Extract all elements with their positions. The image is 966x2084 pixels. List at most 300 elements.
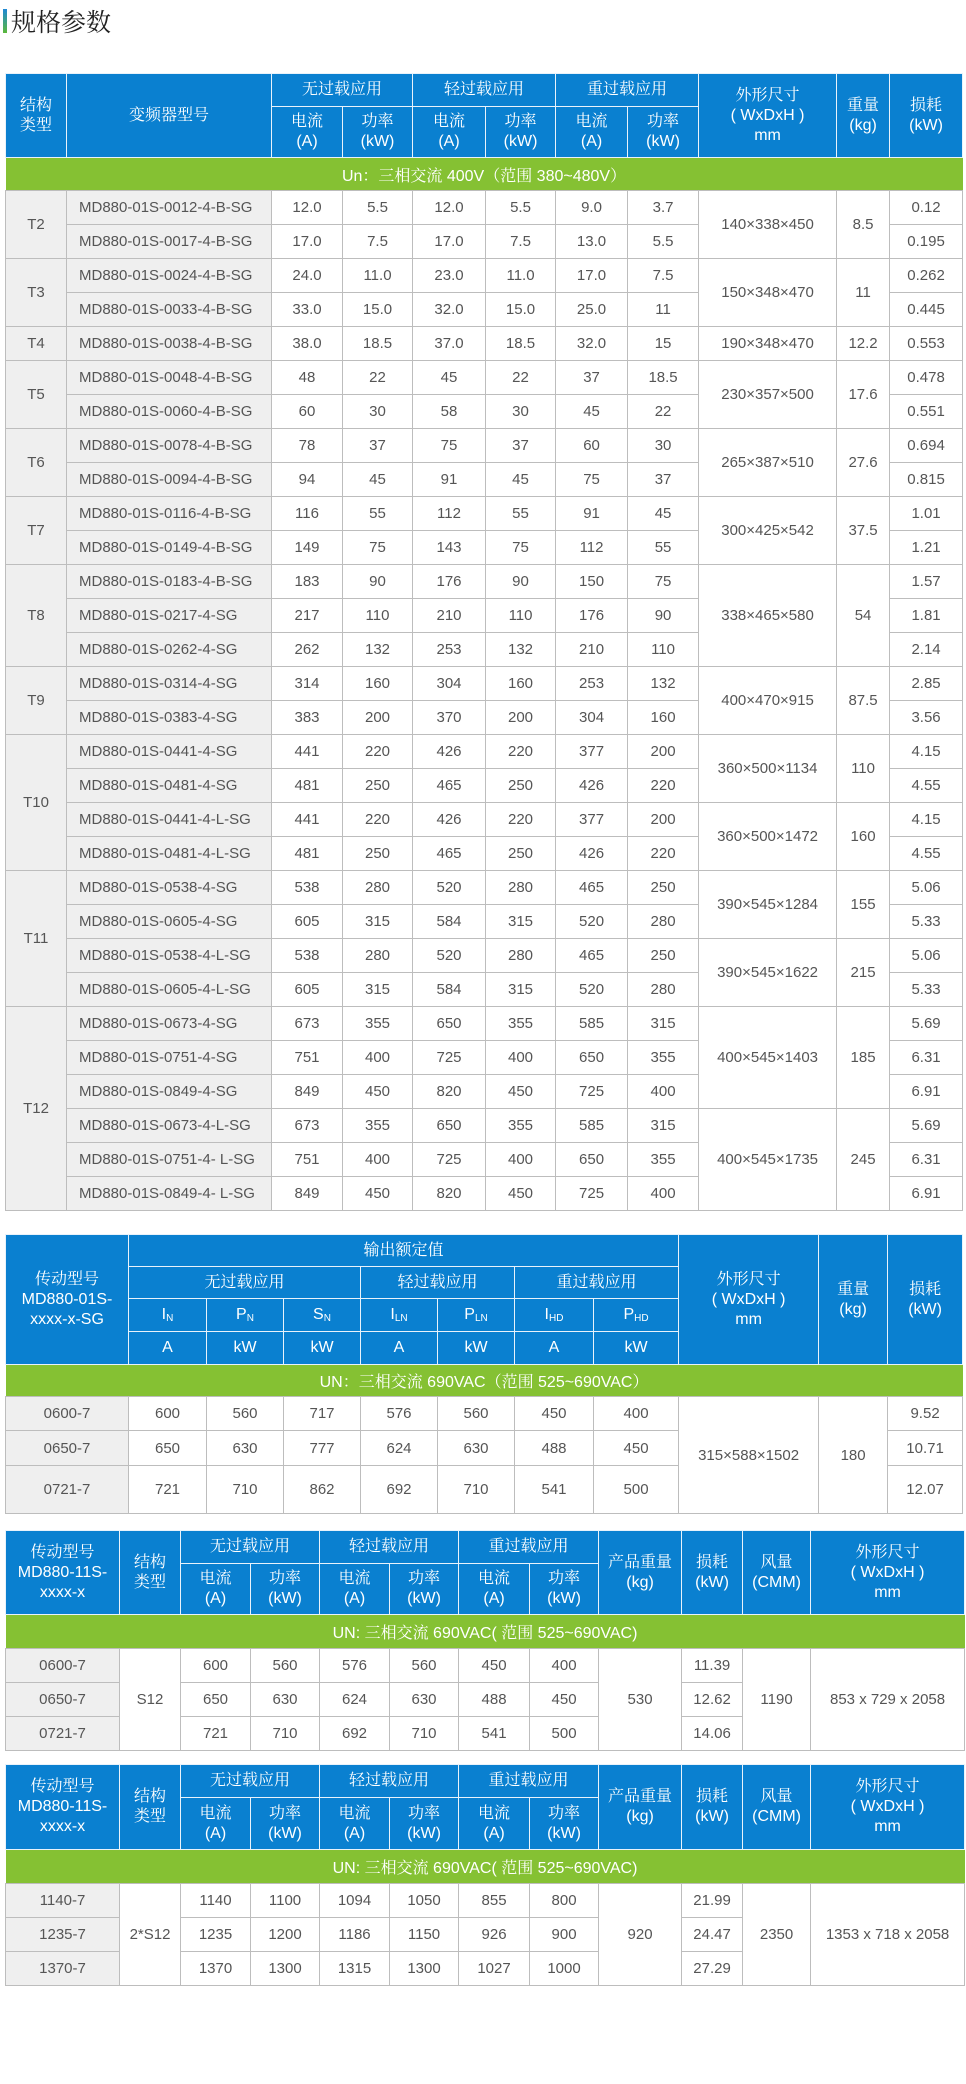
voltage-band: UN: 三相交流 690VAC( 范围 525~690VAC) — [6, 1850, 965, 1884]
power-value: 37 — [628, 463, 699, 497]
loss-value: 0.694 — [890, 429, 963, 463]
model-name: MD880-01S-0849-4-SG — [67, 1075, 272, 1109]
header-dims: 外形尺寸 ( WxDxH ) mm — [811, 1531, 965, 1615]
current-value: 650 — [413, 1007, 486, 1041]
power-value: 75 — [628, 565, 699, 599]
current-value: 441 — [272, 803, 343, 837]
model-name: MD880-01S-0751-4-SG — [67, 1041, 272, 1075]
power-value: 30 — [628, 429, 699, 463]
model-name: MD880-01S-0605-4-L-SG — [67, 973, 272, 1007]
rating-value: 560 — [207, 1397, 284, 1431]
header-airflow: 风量 (CMM) — [743, 1531, 811, 1615]
rating-value: 450 — [515, 1397, 594, 1431]
current-value: 650 — [556, 1041, 628, 1075]
power-value: 250 — [486, 769, 556, 803]
model-name: MD880-01S-0116-4-B-SG — [67, 497, 272, 531]
current-value: 60 — [272, 395, 343, 429]
power-value: 15 — [628, 327, 699, 361]
current-value: 673 — [272, 1109, 343, 1143]
loss-value: 1.81 — [890, 599, 963, 633]
power-value: 90 — [486, 565, 556, 599]
weight: 27.6 — [837, 429, 890, 497]
current-value: 820 — [413, 1075, 486, 1109]
power-value: 132 — [343, 633, 413, 667]
table-row — [6, 497, 963, 531]
power-value: 7.5 — [486, 225, 556, 259]
loss-value: 0.262 — [890, 259, 963, 293]
power-value: 220 — [628, 837, 699, 871]
current-value: 465 — [556, 939, 628, 973]
current-value: 541 — [459, 1717, 530, 1751]
dimensions: 265×387×510 — [699, 429, 837, 497]
power-value: 710 — [390, 1717, 459, 1751]
current-value: 58 — [413, 395, 486, 429]
loss-value: 5.06 — [890, 939, 963, 973]
current-value: 12.0 — [272, 191, 343, 225]
header-current: 电流 (A) — [459, 1798, 530, 1850]
power-value: 560 — [251, 1649, 320, 1683]
weight: 185 — [837, 1007, 890, 1109]
current-value: 520 — [556, 973, 628, 1007]
header-no-overload: 无过载应用 — [181, 1765, 320, 1798]
power-value: 355 — [628, 1041, 699, 1075]
power-value: 315 — [628, 1007, 699, 1041]
loss-value: 6.31 — [890, 1143, 963, 1177]
current-value: 37.0 — [413, 327, 486, 361]
weight: 155 — [837, 871, 890, 939]
header-unit: A — [361, 1332, 438, 1365]
table-row — [6, 667, 963, 701]
power-value: 280 — [343, 871, 413, 905]
spec-table-690v-11s-2s12 — [5, 1764, 965, 1986]
current-value: 17.0 — [413, 225, 486, 259]
current-value: 1027 — [459, 1952, 530, 1986]
power-value: 18.5 — [343, 327, 413, 361]
power-value: 450 — [530, 1683, 599, 1717]
power-value: 22 — [486, 361, 556, 395]
table-row — [6, 429, 963, 463]
structure-type: T2 — [6, 191, 67, 259]
header-no-overload: 无过载应用 — [129, 1267, 361, 1299]
current-value: 520 — [413, 871, 486, 905]
header-type: 结构 类型 — [6, 74, 67, 158]
header-unit: A — [129, 1332, 207, 1365]
header-current: 电流 (A) — [556, 107, 628, 158]
table-row — [6, 565, 963, 599]
header-model: 传动型号 MD880-01S- xxxx-x-SG — [6, 1235, 129, 1365]
power-value: 18.5 — [486, 327, 556, 361]
table-row — [6, 1007, 963, 1041]
header-light-overload: 轻过载应用 — [361, 1267, 515, 1299]
current-value: 481 — [272, 837, 343, 871]
power-value: 250 — [343, 837, 413, 871]
header-current: 电流 (A) — [459, 1564, 530, 1615]
table-row — [6, 803, 963, 837]
current-value: 751 — [272, 1143, 343, 1177]
rating-value: 717 — [284, 1397, 361, 1431]
header-model: 变频器型号 — [67, 74, 272, 158]
current-value: 426 — [556, 837, 628, 871]
current-value: 465 — [556, 871, 628, 905]
current-value: 585 — [556, 1109, 628, 1143]
model-name: MD880-01S-0751-4- L-SG — [67, 1143, 272, 1177]
loss-value: 6.91 — [890, 1177, 963, 1211]
loss-value: 5.33 — [890, 973, 963, 1007]
model-name: MD880-01S-0673-4-SG — [67, 1007, 272, 1041]
current-value: 855 — [459, 1884, 530, 1918]
model-name: MD880-01S-0605-4-SG — [67, 905, 272, 939]
power-value: 450 — [343, 1075, 413, 1109]
dimensions: 140×338×450 — [699, 191, 837, 259]
loss-value: 4.15 — [890, 735, 963, 769]
current-value: 820 — [413, 1177, 486, 1211]
symbol-letter: I — [161, 1305, 167, 1323]
structure-type: T8 — [6, 565, 67, 667]
current-value: 210 — [413, 599, 486, 633]
current-value: 725 — [556, 1177, 628, 1211]
power-value: 315 — [343, 973, 413, 1007]
current-value: 32.0 — [413, 293, 486, 327]
current-value: 600 — [181, 1649, 251, 1683]
power-value: 1050 — [390, 1884, 459, 1918]
loss-value: 6.91 — [890, 1075, 963, 1109]
rating-value: 500 — [594, 1466, 679, 1514]
symbol-subscript: HD — [549, 1312, 564, 1324]
power-value: 5.5 — [486, 191, 556, 225]
loss-value: 3.56 — [890, 701, 963, 735]
power-value: 250 — [486, 837, 556, 871]
loss-value: 0.12 — [890, 191, 963, 225]
header-symbol — [515, 1299, 594, 1332]
header-current: 电流 (A) — [413, 107, 486, 158]
header-type: 结构 类型 — [120, 1531, 181, 1615]
power-value: 55 — [486, 497, 556, 531]
weight: 8.5 — [837, 191, 890, 259]
power-value: 160 — [628, 701, 699, 735]
dimensions: 360×500×1134 — [699, 735, 837, 803]
current-value: 624 — [320, 1683, 390, 1717]
weight: 110 — [837, 735, 890, 803]
power-value: 22 — [343, 361, 413, 395]
table-row — [6, 1649, 965, 1683]
spec-table-690v-11s-s12 — [5, 1530, 965, 1751]
table-row — [6, 361, 963, 395]
power-value: 11.0 — [486, 259, 556, 293]
power-value: 355 — [486, 1007, 556, 1041]
airflow: 2350 — [743, 1884, 811, 1986]
table-row — [6, 1109, 963, 1143]
model-name: MD880-01S-0673-4-L-SG — [67, 1109, 272, 1143]
power-value: 355 — [486, 1109, 556, 1143]
current-value: 17.0 — [556, 259, 628, 293]
header-unit: kW — [207, 1332, 284, 1365]
table-row — [6, 1397, 963, 1431]
header-symbol — [361, 1299, 438, 1332]
weight: 12.2 — [837, 327, 890, 361]
power-value: 400 — [343, 1041, 413, 1075]
weight: 87.5 — [837, 667, 890, 735]
current-value: 304 — [556, 701, 628, 735]
current-value: 176 — [413, 565, 486, 599]
header-unit: kW — [594, 1332, 679, 1365]
current-value: 23.0 — [413, 259, 486, 293]
header-current: 电流 (A) — [181, 1798, 251, 1850]
header-no-overload: 无过载应用 — [181, 1531, 320, 1564]
header-airflow: 风量 (CMM) — [743, 1765, 811, 1850]
header-model: 传动型号 MD880-11S- xxxx-x — [6, 1531, 120, 1615]
power-value: 110 — [343, 599, 413, 633]
weight: 180 — [819, 1397, 888, 1514]
power-value: 22 — [628, 395, 699, 429]
loss-value: 4.55 — [890, 837, 963, 871]
dimensions: 338×465×580 — [699, 565, 837, 667]
header-symbol — [438, 1299, 515, 1332]
loss-value: 12.62 — [682, 1683, 743, 1717]
weight: 215 — [837, 939, 890, 1007]
current-value: 849 — [272, 1075, 343, 1109]
loss-value: 0.551 — [890, 395, 963, 429]
rating-value: 630 — [207, 1431, 284, 1466]
structure-type: T12 — [6, 1007, 67, 1211]
header-unit: A — [515, 1332, 594, 1365]
loss-value: 0.478 — [890, 361, 963, 395]
power-value: 280 — [343, 939, 413, 973]
rating-value: 600 — [129, 1397, 207, 1431]
loss-value: 0.195 — [890, 225, 963, 259]
header-heavy-overload: 重过载应用 — [556, 74, 699, 107]
header-loss: 损耗 (kW) — [682, 1531, 743, 1615]
model-name: MD880-01S-0094-4-B-SG — [67, 463, 272, 497]
table-row — [6, 871, 963, 905]
current-value: 75 — [556, 463, 628, 497]
current-value: 426 — [413, 803, 486, 837]
power-value: 280 — [486, 871, 556, 905]
model-name: 0650-7 — [6, 1431, 129, 1466]
model-name: MD880-01S-0149-4-B-SG — [67, 531, 272, 565]
current-value: 25.0 — [556, 293, 628, 327]
current-value: 488 — [459, 1683, 530, 1717]
power-value: 11 — [628, 293, 699, 327]
header-heavy-overload: 重过载应用 — [459, 1531, 599, 1564]
structure-type: T4 — [6, 327, 67, 361]
current-value: 481 — [272, 769, 343, 803]
weight: 920 — [599, 1884, 682, 1986]
weight: 530 — [599, 1649, 682, 1751]
power-value: 200 — [628, 803, 699, 837]
weight: 160 — [837, 803, 890, 871]
power-value: 18.5 — [628, 361, 699, 395]
power-value: 160 — [486, 667, 556, 701]
current-value: 149 — [272, 531, 343, 565]
structure-type: T6 — [6, 429, 67, 497]
current-value: 45 — [413, 361, 486, 395]
power-value: 15.0 — [486, 293, 556, 327]
rating-value: 692 — [361, 1466, 438, 1514]
power-value: 400 — [628, 1177, 699, 1211]
power-value: 400 — [486, 1041, 556, 1075]
header-weight: 产品重量 (kg) — [599, 1765, 682, 1850]
current-value: 1140 — [181, 1884, 251, 1918]
power-value: 630 — [251, 1683, 320, 1717]
power-value: 3.7 — [628, 191, 699, 225]
current-value: 370 — [413, 701, 486, 735]
symbol-letter: P — [236, 1305, 247, 1323]
model-name: MD880-01S-0441-4-SG — [67, 735, 272, 769]
loss-value: 24.47 — [682, 1918, 743, 1952]
power-value: 400 — [486, 1143, 556, 1177]
power-value: 45 — [343, 463, 413, 497]
current-value: 650 — [413, 1109, 486, 1143]
loss-value: 4.55 — [890, 769, 963, 803]
rating-value: 624 — [361, 1431, 438, 1466]
symbol-letter: I — [544, 1305, 549, 1323]
power-value: 450 — [486, 1177, 556, 1211]
model-name: 0721-7 — [6, 1466, 129, 1514]
current-value: 377 — [556, 803, 628, 837]
header-weight: 重量 (kg) — [819, 1235, 888, 1365]
loss-value: 5.06 — [890, 871, 963, 905]
structure-type: T10 — [6, 735, 67, 871]
current-value: 91 — [413, 463, 486, 497]
power-value: 110 — [628, 633, 699, 667]
loss-value: 21.99 — [682, 1884, 743, 1918]
current-value: 37 — [556, 361, 628, 395]
header-model: 传动型号 MD880-11S- xxxx-x — [6, 1765, 120, 1850]
dimensions: 390×545×1622 — [699, 939, 837, 1007]
power-value: 280 — [628, 973, 699, 1007]
symbol-subscript: LN — [474, 1312, 488, 1324]
dimensions: 1353 x 718 x 2058 — [811, 1884, 965, 1986]
header-power: 功率 (kW) — [251, 1564, 320, 1615]
power-value: 355 — [628, 1143, 699, 1177]
current-value: 48 — [272, 361, 343, 395]
current-value: 75 — [413, 429, 486, 463]
power-value: 11.0 — [343, 259, 413, 293]
header-dims: 外形尺寸 ( WxDxH ) mm — [699, 74, 837, 158]
table-row — [6, 735, 963, 769]
page-title — [3, 6, 111, 36]
dimensions: 853 x 729 x 2058 — [811, 1649, 965, 1751]
model-name: 0721-7 — [6, 1717, 120, 1751]
current-value: 33.0 — [272, 293, 343, 327]
table-row — [6, 939, 963, 973]
current-value: 377 — [556, 735, 628, 769]
current-value: 143 — [413, 531, 486, 565]
header-symbol — [284, 1299, 361, 1332]
header-type: 结构 类型 — [120, 1765, 181, 1850]
power-value: 315 — [628, 1109, 699, 1143]
dimensions: 400×545×1735 — [699, 1109, 837, 1211]
model-name: MD880-01S-0217-4-SG — [67, 599, 272, 633]
power-value: 1300 — [251, 1952, 320, 1986]
airflow: 1190 — [743, 1649, 811, 1751]
current-value: 926 — [459, 1918, 530, 1952]
header-unit: kW — [438, 1332, 515, 1365]
loss-value: 0.815 — [890, 463, 963, 497]
weight: 54 — [837, 565, 890, 667]
model-name: MD880-01S-0048-4-B-SG — [67, 361, 272, 395]
weight: 17.6 — [837, 361, 890, 429]
power-value: 55 — [628, 531, 699, 565]
current-value: 60 — [556, 429, 628, 463]
loss-value: 27.29 — [682, 1952, 743, 1986]
current-value: 725 — [413, 1041, 486, 1075]
current-value: 78 — [272, 429, 343, 463]
current-value: 253 — [556, 667, 628, 701]
power-value: 560 — [390, 1649, 459, 1683]
rating-value: 576 — [361, 1397, 438, 1431]
power-value: 37 — [343, 429, 413, 463]
current-value: 576 — [320, 1649, 390, 1683]
model-name: MD880-01S-0033-4-B-SG — [67, 293, 272, 327]
header-unit: kW — [284, 1332, 361, 1365]
header-weight: 重量 (kg) — [837, 74, 890, 158]
current-value: 17.0 — [272, 225, 343, 259]
dimensions: 400×470×915 — [699, 667, 837, 735]
current-value: 465 — [413, 769, 486, 803]
voltage-band: Un：三相交流 400V（范围 380~480V） — [6, 158, 963, 191]
power-value: 400 — [343, 1143, 413, 1177]
model-name: MD880-01S-0024-4-B-SG — [67, 259, 272, 293]
model-name: 0650-7 — [6, 1683, 120, 1717]
current-value: 183 — [272, 565, 343, 599]
loss-value: 0.445 — [890, 293, 963, 327]
header-symbol — [594, 1299, 679, 1332]
loss-value: 1.01 — [890, 497, 963, 531]
symbol-subscript: N — [166, 1312, 174, 1324]
power-value: 900 — [530, 1918, 599, 1952]
symbol-subscript: LN — [394, 1312, 408, 1324]
voltage-band: UN：三相交流 690VAC（范围 525~690VAC） — [6, 1365, 963, 1397]
power-value: 5.5 — [628, 225, 699, 259]
dimensions: 190×348×470 — [699, 327, 837, 361]
header-light-overload: 轻过载应用 — [320, 1531, 459, 1564]
model-name: 1235-7 — [6, 1918, 120, 1952]
power-value: 355 — [343, 1109, 413, 1143]
power-value: 1100 — [251, 1884, 320, 1918]
header-power: 功率 (kW) — [390, 1798, 459, 1850]
symbol-letter: P — [464, 1305, 475, 1323]
current-value: 605 — [272, 973, 343, 1007]
structure-type: T3 — [6, 259, 67, 327]
loss-value: 1.57 — [890, 565, 963, 599]
loss-value: 2.14 — [890, 633, 963, 667]
power-value: 30 — [486, 395, 556, 429]
model-name: MD880-01S-0078-4-B-SG — [67, 429, 272, 463]
power-value: 75 — [343, 531, 413, 565]
power-value: 7.5 — [343, 225, 413, 259]
symbol-letter: I — [390, 1305, 395, 1323]
title-accent-bar — [3, 9, 7, 33]
loss-value: 5.69 — [890, 1007, 963, 1041]
structure-type: S12 — [120, 1649, 181, 1751]
loss-value: 1.21 — [890, 531, 963, 565]
current-value: 584 — [413, 905, 486, 939]
loss-value: 10.71 — [888, 1431, 963, 1466]
current-value: 584 — [413, 973, 486, 1007]
power-value: 220 — [486, 803, 556, 837]
current-value: 304 — [413, 667, 486, 701]
current-value: 12.0 — [413, 191, 486, 225]
power-value: 1200 — [251, 1918, 320, 1952]
current-value: 450 — [459, 1649, 530, 1683]
title-text: 规格参数 — [11, 9, 112, 37]
weight: 11 — [837, 259, 890, 327]
dimensions: 360×500×1472 — [699, 803, 837, 871]
power-value: 500 — [530, 1717, 599, 1751]
power-value: 5.5 — [343, 191, 413, 225]
current-value: 849 — [272, 1177, 343, 1211]
